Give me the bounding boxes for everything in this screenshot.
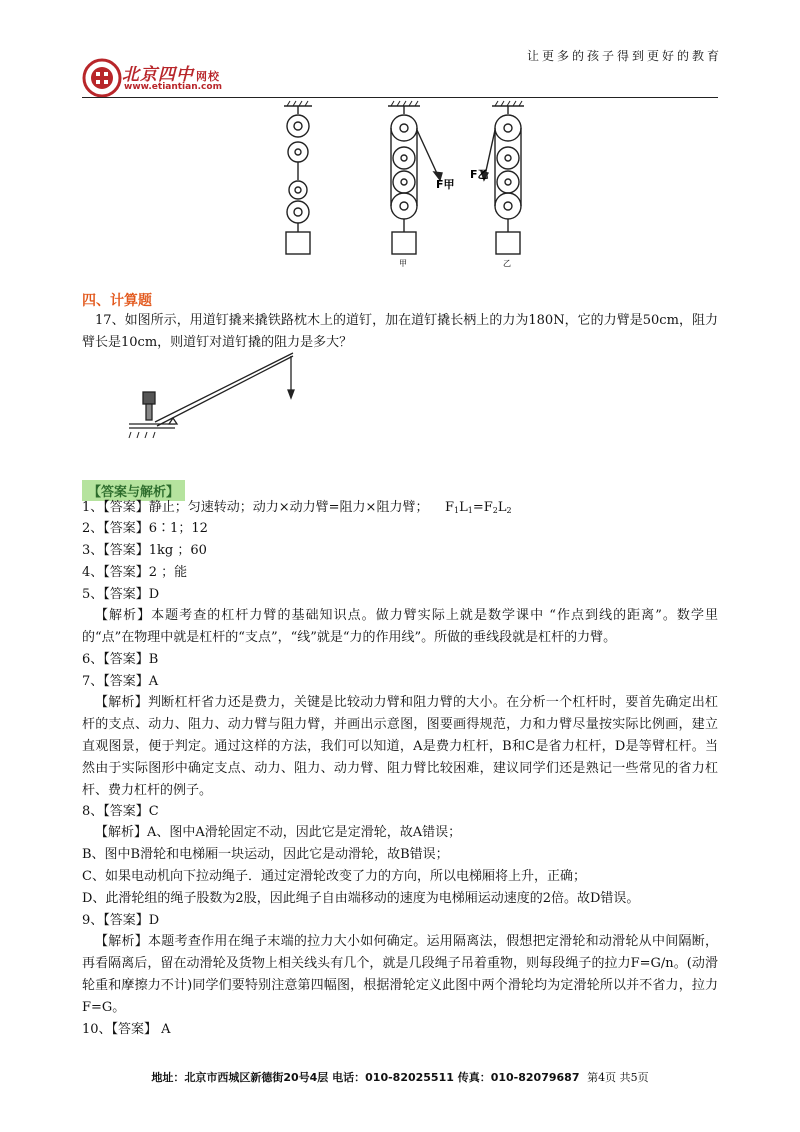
answer-8-b: B、图中B滑轮和电梯厢一块运动，因此它是动滑轮，故B错误； — [82, 847, 449, 862]
page-number: 第4页 共5页 — [587, 1071, 649, 1084]
answer-7-explanation: 【解析】判断杠杆省力还是费力，关键是比较动力臂和阻力臂的大小。在分析一个杠杆时，要首先确定出杠杆的支点、动力、阻力、动力臂与阻力臂，并画出示意图，图要画得规范，力和力臂尽量按实际比例画，建立直观图景，便于判定。通过这样的方法，我们可以知道，A是费力杠杆，B和C是省力杠杆，D是等臂杠杆。当然由于实际图形中确定支点、动力、阻力、动力臂、阻力臂比较困难，建议同学们还是熟记一些常见的省力杠杆、费力杠杆的例子。 — [82, 695, 718, 798]
pulley-figure — [270, 100, 550, 270]
answer-10: 10、【答案】 A — [82, 1022, 171, 1037]
header-slogan: 让更多的孩子得到更好的教育 — [527, 49, 723, 63]
section-title: 四、计算题 — [82, 293, 152, 309]
question-17: 17、如图所示，用道钉撬来撬铁路枕木上的道钉，加在道钉撬长柄上的力为180N，它的力臂是50cm，阻力臂长是10cm，则道钉对道钉撬的阻力是多大？ — [82, 313, 718, 350]
label-jia: 甲 — [399, 259, 407, 268]
logo-url: www.etiantian.com — [124, 82, 222, 92]
answer-5: 5、【答案】D — [82, 587, 160, 602]
answer-8-a: 【解析】A、图中A滑轮固定不动，因此它是定滑轮，故A错误； — [95, 825, 462, 840]
answer-8-c: C、如果电动机向下拉动绳子．通过定滑轮改变了力的方向，所以电梯厢将上升，正确； — [82, 869, 586, 884]
footer-address: 地址：北京市西城区新德街20号4层 电话：010-82025511 传真：010-82079687 — [151, 1071, 580, 1084]
answer-6: 6、【答案】B — [82, 652, 159, 667]
label-f-jia: F甲 — [436, 178, 455, 191]
header-divider — [82, 97, 718, 98]
formula: $F_1L_1=F_2L_2$ — [444, 500, 512, 515]
answer-9: 9、【答案】D — [82, 913, 160, 928]
answer-8: 8、【答案】C — [82, 804, 159, 819]
logo-text: 北京四中 网校 — [122, 65, 220, 85]
answer-9-explanation: 【解析】本题考查作用在绳子末端的拉力大小如何确定。运用隔离法，假想把定滑轮和动滑轮从中间隔断，再看隔离后，留在动滑轮及货物上相关线头有几个，就是几段绳子吊着重物，则每段绳子的拉力F=G/n。(动滑轮重和摩擦力不计)同学们要特别注意第四幅图，根据滑轮定义此图中两个滑轮均为定滑轮所以并不省力，拉力F=G。 — [82, 934, 718, 1015]
answer-4: 4、【答案】2 ；能 — [82, 565, 188, 580]
label-yi: 乙 — [503, 259, 511, 268]
answers-heading: 【答案与解析】 — [82, 480, 185, 501]
answer-5-explanation: 【解析】本题考查的杠杆力臂的基础知识点。做力臂实际上就是数学课中 “作点到线的距离”。数学里的“点”在物理中就是杠杆的“支点”，“线”就是“力的作用线”。所做的垂线段就是杠杆的力臂。 — [82, 608, 718, 645]
answer-3: 3、【答案】1kg ；60 — [82, 543, 207, 558]
page-footer — [0, 1069, 800, 1085]
crowbar-figure — [125, 352, 310, 447]
answer-8-d: D、此滑轮组的绳子股数为2股，因此绳子自由端移动的速度为电梯厢运动速度的2倍。故D错误。 — [82, 891, 640, 906]
label-f-yi: F乙 — [470, 168, 489, 181]
answer-2: 2、【答案】6∶1；12 — [82, 521, 208, 536]
answer-7: 7、【答案】A — [82, 674, 159, 689]
school-logo-icon — [82, 58, 122, 98]
answer-1: 1、【答案】静止；匀速转动；动力×动力臂=阻力×阻力臂； $F_1L_1=F_2L_2$ — [82, 500, 512, 515]
